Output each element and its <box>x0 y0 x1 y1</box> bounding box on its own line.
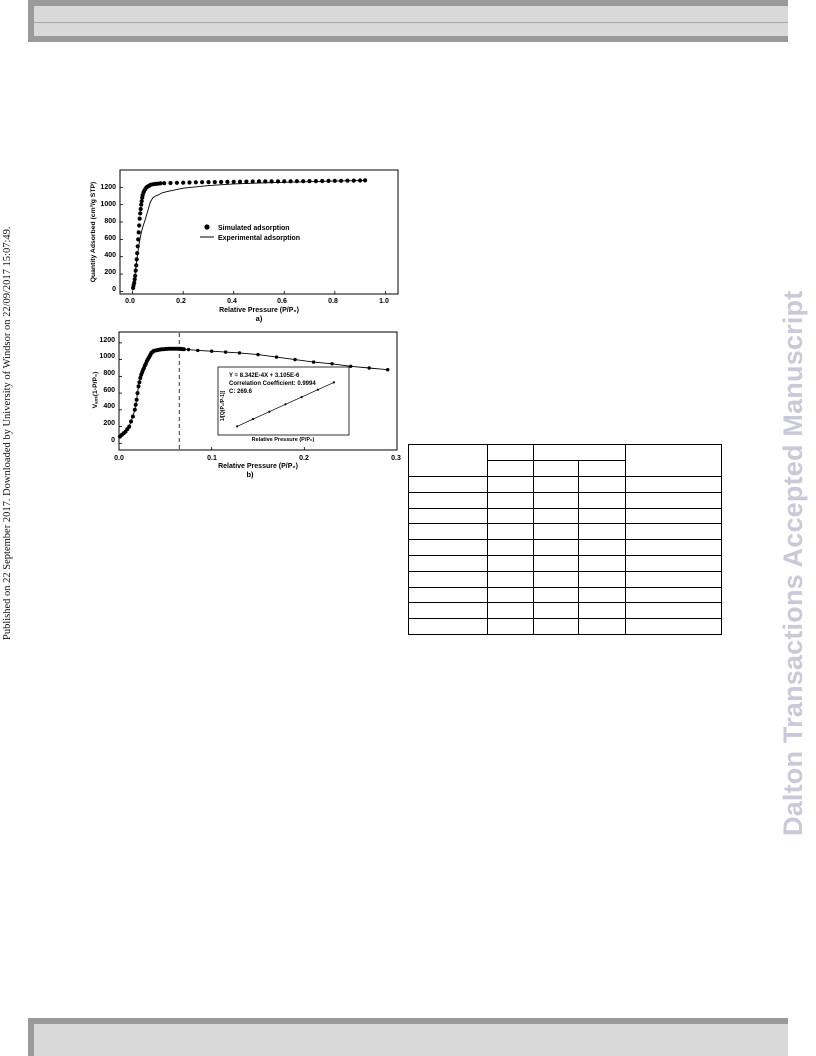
table-cell <box>534 540 579 556</box>
plot-a-frame <box>120 170 398 294</box>
table-cell <box>488 571 534 587</box>
inset-data-point <box>301 396 303 398</box>
data-point-simulated <box>238 180 242 184</box>
table-cell <box>488 524 534 540</box>
data-point-simulated <box>345 179 349 183</box>
data-point <box>182 347 186 351</box>
data-point <box>196 349 199 352</box>
table-cell <box>626 477 722 493</box>
table-cell <box>534 555 579 571</box>
table-cell <box>488 619 534 635</box>
table-row <box>409 571 722 587</box>
table-header-cell <box>626 445 722 477</box>
table-cell <box>409 587 488 603</box>
table-row <box>409 619 722 635</box>
data-point-simulated <box>276 179 280 183</box>
plot-b-y-ticks <box>99 337 115 444</box>
data-point <box>256 353 259 356</box>
table-row <box>409 555 722 571</box>
table-cell <box>626 492 722 508</box>
x-tick-label: 0.0 <box>125 298 135 305</box>
table-cell <box>488 477 534 493</box>
y-tick-label: 400 <box>103 403 115 410</box>
table-cell <box>488 603 534 619</box>
data-point-simulated <box>282 179 286 183</box>
plot-b-ylabel: Vₐₓₛ(1-P/P₀) <box>92 371 99 409</box>
data-point-simulated <box>138 211 142 215</box>
table-row <box>409 445 722 461</box>
y-tick-label: 400 <box>104 252 116 259</box>
data-point-simulated <box>138 217 142 221</box>
data-point-simulated <box>136 237 140 241</box>
table-row <box>409 540 722 556</box>
inset-data-point <box>317 389 319 391</box>
table-cell <box>488 492 534 508</box>
table-cell <box>488 587 534 603</box>
data-point-simulated <box>301 179 305 183</box>
bottom-banner <box>28 1018 788 1056</box>
table-header-cell <box>534 461 579 477</box>
table-cell <box>534 587 579 603</box>
inset-data-point <box>284 403 286 405</box>
table-cell <box>626 540 722 556</box>
inset-data-point <box>236 425 238 427</box>
y-tick-label: 1200 <box>100 184 116 191</box>
table-cell <box>579 603 626 619</box>
data-point-simulated <box>363 178 367 182</box>
table-cell <box>626 508 722 524</box>
table-row <box>409 508 722 524</box>
data-point-simulated <box>135 257 139 261</box>
table-cell <box>579 555 626 571</box>
data-point <box>187 348 190 351</box>
table-cell <box>626 571 722 587</box>
data-point <box>238 351 241 354</box>
x-tick-label: 0.8 <box>328 298 338 305</box>
data-point <box>386 368 389 371</box>
x-tick-label: 0.6 <box>277 298 287 305</box>
x-tick-label: 0.3 <box>391 455 401 462</box>
inset-c-value: C: 269.6 <box>229 389 253 395</box>
data-point-simulated <box>213 180 217 184</box>
data-point <box>368 366 371 369</box>
data-point-simulated <box>181 181 185 185</box>
table-cell <box>626 524 722 540</box>
x-tick-label: 1.0 <box>379 298 389 305</box>
publication-note: Published on 22 September 2017. Downloaded by University of Windsor on 22/09/2017 15:07:49. <box>2 226 13 640</box>
plot-a-x-ticks <box>125 298 389 305</box>
table-cell <box>488 540 534 556</box>
data-point-simulated <box>200 180 204 184</box>
table-body <box>409 445 722 635</box>
table-cell <box>579 571 626 587</box>
plot-b-panel-label: b) <box>246 470 254 479</box>
table-header-cell <box>488 445 534 461</box>
table-row <box>409 603 722 619</box>
table-cell <box>534 571 579 587</box>
table-cell <box>488 508 534 524</box>
table-cell <box>409 492 488 508</box>
data-point-simulated <box>339 179 343 183</box>
table-cell <box>579 587 626 603</box>
data-point-simulated <box>251 179 255 183</box>
table-cell <box>409 540 488 556</box>
table-cell <box>626 555 722 571</box>
data-point <box>131 415 135 419</box>
table-header-cell <box>409 445 488 477</box>
table-cell <box>534 619 579 635</box>
inset-data-point <box>252 418 254 420</box>
y-tick-label: 800 <box>103 370 115 377</box>
data-point <box>210 350 213 353</box>
table-cell <box>626 587 722 603</box>
table-row <box>409 587 722 603</box>
table-cell <box>579 619 626 635</box>
legend-label-experimental: Experimental adsorption <box>218 235 301 242</box>
plot-a-y-ticks <box>100 184 116 293</box>
data-point-simulated <box>133 274 137 278</box>
data-point-simulated <box>244 180 248 184</box>
data-table <box>408 444 722 635</box>
plot-a-legend <box>200 224 300 242</box>
x-tick-label: 0.1 <box>207 455 217 462</box>
data-point-simulated <box>187 180 191 184</box>
data-point-simulated <box>263 179 267 183</box>
y-tick-label: 0 <box>112 286 116 293</box>
table-cell <box>409 477 488 493</box>
inset-data-point <box>268 411 270 413</box>
data-point <box>330 362 333 365</box>
table-row <box>409 492 722 508</box>
data-point-simulated <box>206 180 210 184</box>
table-header-cell <box>488 461 534 477</box>
data-point <box>312 360 315 363</box>
data-point <box>137 380 141 384</box>
table-cell <box>409 508 488 524</box>
table-cell <box>488 555 534 571</box>
table-cell <box>579 540 626 556</box>
data-point-simulated <box>168 181 172 185</box>
data-point <box>224 350 227 353</box>
table-cell <box>534 492 579 508</box>
data-point <box>137 384 141 388</box>
data-point <box>127 425 131 429</box>
y-tick-label: 800 <box>104 218 116 225</box>
inset-equation: Y = 8.342E-4X + 3.105E-6 <box>229 373 300 379</box>
table-row <box>409 524 722 540</box>
y-tick-label: 200 <box>104 269 116 276</box>
data-point-simulated <box>352 179 356 183</box>
data-point-simulated <box>257 179 261 183</box>
y-tick-label: 1000 <box>99 353 115 360</box>
table-cell <box>534 603 579 619</box>
plot-a-ylabel: Quantity Adsorbed (cm³/g STP) <box>90 181 97 283</box>
legend-dot-marker <box>204 224 209 229</box>
plot-a-panel-label: a) <box>255 314 263 323</box>
y-tick-label: 1000 <box>100 201 116 208</box>
y-tick-label: 600 <box>103 387 115 394</box>
data-point-simulated <box>158 181 162 185</box>
data-point-simulated <box>219 180 223 184</box>
data-point-simulated <box>326 179 330 183</box>
y-tick-label: 200 <box>103 420 115 427</box>
data-point-simulated <box>194 180 198 184</box>
data-point-simulated <box>295 179 299 183</box>
table-cell <box>409 524 488 540</box>
y-tick-label: 1200 <box>99 337 115 344</box>
data-point-simulated <box>314 179 318 183</box>
x-tick-label: 0.2 <box>176 298 186 305</box>
table-cell <box>534 524 579 540</box>
data-point-simulated <box>232 180 236 184</box>
data-point-simulated <box>320 179 324 183</box>
data-point-simulated <box>225 180 229 184</box>
table-cell <box>579 524 626 540</box>
data-point-simulated <box>139 207 143 211</box>
table-cell <box>579 492 626 508</box>
journal-watermark: Dalton Transactions Accepted Manuscript <box>778 290 808 836</box>
table-cell <box>409 619 488 635</box>
data-point <box>349 365 352 368</box>
table-cell <box>579 508 626 524</box>
x-tick-label: 0.4 <box>227 298 237 305</box>
table-row <box>409 477 722 493</box>
data-point-simulated <box>137 223 141 227</box>
data-point-simulated <box>136 244 140 248</box>
data-point <box>136 391 140 395</box>
table-cell <box>534 477 579 493</box>
plot-b-xlabel: Relative Pressure (P/P₀) <box>218 463 298 470</box>
data-point-simulated <box>358 178 362 182</box>
data-point-simulated <box>134 263 138 267</box>
data-point-simulated <box>137 230 141 234</box>
data-point <box>129 420 133 424</box>
data-point-simulated <box>162 181 166 185</box>
inset-xlabel: Relative Pressure (P/P₀) <box>251 437 315 443</box>
table-cell <box>409 555 488 571</box>
table-header-cell <box>579 461 626 477</box>
data-point-simulated <box>270 179 274 183</box>
data-point-simulated <box>134 269 138 273</box>
data-point-simulated <box>307 179 311 183</box>
data-point <box>275 355 278 358</box>
x-tick-label: 0.0 <box>114 455 124 462</box>
data-point <box>135 398 139 402</box>
plot-b-x-ticks <box>114 455 401 462</box>
data-point-simulated <box>333 179 337 183</box>
table-cell <box>409 603 488 619</box>
data-point <box>293 358 296 361</box>
table-cell <box>409 571 488 587</box>
y-tick-label: 0 <box>111 437 115 444</box>
data-point-simulated <box>175 181 179 185</box>
legend-label-simulated: Simulated adsorption <box>218 225 290 232</box>
inset-ylabel: 1/[Q(P₀/P-1)] <box>220 390 226 422</box>
table-cell <box>579 477 626 493</box>
data-point-simulated <box>289 179 293 183</box>
y-tick-label: 600 <box>104 235 116 242</box>
table-cell <box>626 603 722 619</box>
table-header-cell <box>534 445 626 461</box>
table-cell <box>534 508 579 524</box>
data-point-simulated <box>135 251 139 255</box>
data-point <box>133 408 137 412</box>
plot-a-xlabel: Relative Pressure (P/P₀) <box>219 307 299 314</box>
inset-data-point <box>333 381 335 383</box>
table-cell <box>626 619 722 635</box>
x-tick-label: 0.2 <box>299 455 309 462</box>
data-point <box>134 403 138 407</box>
inset-correlation: Correlation Coefficient: 0.9994 <box>229 381 316 387</box>
